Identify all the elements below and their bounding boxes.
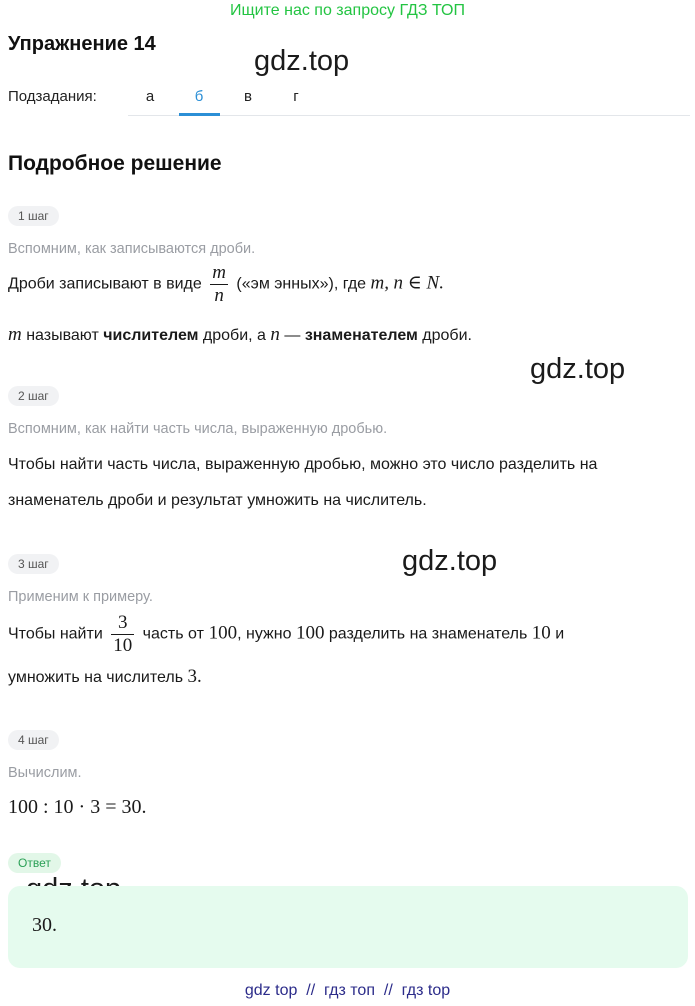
math-m: m (8, 324, 22, 345)
step-3-text: умножить на числитель (8, 669, 184, 686)
step-2-badge: 2 шаг (8, 386, 59, 406)
subtasks-label: Подзадания: (8, 88, 97, 105)
fraction-m-n (210, 262, 228, 307)
step-3-line-2 (8, 666, 202, 688)
step-1-text: («эм энных»), где (236, 275, 367, 293)
answer-box (8, 886, 688, 968)
dash: — (284, 327, 301, 344)
watermark-1: gdz.top (254, 45, 350, 77)
math-n-in-N: n ∈ N. (393, 272, 444, 294)
fraction-3-10 (111, 612, 134, 657)
active-tab-indicator (179, 113, 220, 116)
fraction-numerator: m (212, 262, 226, 283)
step-2-line-2: знаменатель дроби и результат умножить на числитель. (8, 492, 427, 509)
tab-b[interactable]: б (194, 88, 204, 105)
step-3-text: часть от (142, 625, 204, 643)
tab-g[interactable]: г (293, 88, 299, 105)
step-4-expression: 100 : 10 · 3 = 30. (8, 796, 147, 818)
step-3-text: , нужно (237, 625, 292, 643)
number-3: 3. (187, 666, 202, 687)
exercise-title: Упражнение 14 (8, 33, 156, 55)
answer-badge: Ответ (8, 853, 61, 873)
step-3-text: Чтобы найти (8, 625, 103, 643)
step-3-text: и (555, 625, 565, 643)
term-numerator: числителем (103, 327, 199, 344)
step-3-hint: Применим к примеру. (8, 589, 153, 605)
number-10: 10 (531, 622, 551, 644)
watermark-3: gdz.top (402, 545, 498, 577)
step-1-badge: 1 шаг (8, 206, 59, 226)
step-1-text: называют (26, 327, 99, 344)
step-1-hint: Вспомним, как записываются дроби. (8, 241, 256, 257)
step-1-text: Дроби записывают в виде (8, 275, 202, 293)
step-1-line-2 (8, 324, 472, 346)
math-100 (204, 623, 237, 644)
fraction-numerator: 3 (117, 612, 128, 633)
step-2-line-1: Чтобы найти часть числа, выраженную дробью, можно это число разделить на (8, 456, 598, 473)
step-4-badge: 4 шаг (8, 730, 59, 750)
watermark-2: gdz.top (530, 353, 626, 385)
step-1-line-1 (8, 262, 444, 307)
step-2-hint: Вспомним, как найти часть числа, выраженную дробью. (8, 421, 388, 437)
tab-a[interactable]: а (145, 88, 155, 105)
footer-links[interactable]: gdz top // гдз топ // гдз top (244, 982, 451, 999)
step-4-hint: Вычислим. (8, 765, 82, 781)
fraction-denominator: n (210, 284, 228, 307)
step-1-text: дроби, а (202, 327, 266, 344)
answer-value: 30. (32, 914, 57, 936)
number-100: 100 (208, 622, 238, 644)
math-n: n (270, 324, 280, 345)
step-3-text: разделить на знаменатель (328, 625, 528, 643)
math-m: m, (370, 272, 389, 294)
number-100: 100 (295, 622, 325, 644)
step-3-badge: 3 шаг (8, 554, 59, 574)
solution-heading: Подробное решение (8, 152, 222, 175)
tab-v[interactable]: в (244, 88, 252, 105)
step-1-text: дроби. (422, 327, 472, 344)
step-3-line-1 (8, 612, 564, 657)
term-denominator: знаменателем (304, 327, 418, 344)
fraction-denominator: 10 (113, 635, 133, 656)
search-banner: Ищите нас по запросу ГДЗ ТОП (230, 2, 465, 19)
